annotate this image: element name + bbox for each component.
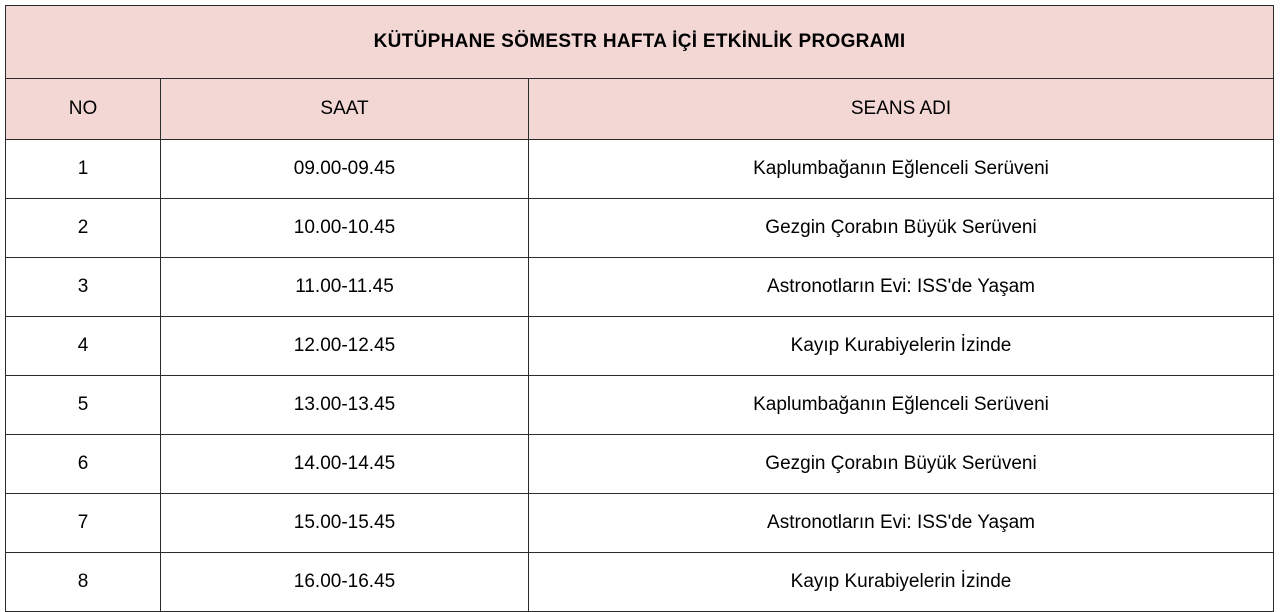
table-row — [6, 317, 1274, 376]
cell-saat: 13.00-13.45 — [161, 376, 529, 435]
cell-no: 7 — [6, 494, 161, 553]
cell-seans: Astronotların Evi: ISS'de Yaşam — [529, 494, 1274, 553]
cell-no: 6 — [6, 435, 161, 494]
activity-program-table — [5, 5, 1274, 612]
cell-seans: Kayıp Kurabiyelerin İzinde — [529, 317, 1274, 376]
cell-seans: Kaplumbağanın Eğlenceli Serüveni — [529, 376, 1274, 435]
document-sheet — [0, 5, 1280, 608]
table-row — [6, 435, 1274, 494]
column-header-saat: SAAT — [161, 79, 529, 140]
cell-saat: 14.00-14.45 — [161, 435, 529, 494]
cell-seans: Gezgin Çorabın Büyük Serüveni — [529, 199, 1274, 258]
table-row — [6, 258, 1274, 317]
cell-saat: 12.00-12.45 — [161, 317, 529, 376]
column-header-no: NO — [6, 79, 161, 140]
table-row — [6, 199, 1274, 258]
cell-seans: Kayıp Kurabiyelerin İzinde — [529, 553, 1274, 612]
table-body — [6, 6, 1274, 612]
table-row — [6, 376, 1274, 435]
cell-seans: Astronotların Evi: ISS'de Yaşam — [529, 258, 1274, 317]
cell-no: 5 — [6, 376, 161, 435]
table-row — [6, 140, 1274, 199]
cell-no: 4 — [6, 317, 161, 376]
cell-no: 2 — [6, 199, 161, 258]
title-row — [6, 6, 1274, 79]
cell-saat: 15.00-15.45 — [161, 494, 529, 553]
column-header-seans: SEANS ADI — [529, 79, 1274, 140]
cell-no: 1 — [6, 140, 161, 199]
header-row — [6, 79, 1274, 140]
page-title: KÜTÜPHANE SÖMESTR HAFTA İÇİ ETKİNLİK PROGRAMI — [6, 6, 1274, 79]
cell-no: 8 — [6, 553, 161, 612]
cell-saat: 16.00-16.45 — [161, 553, 529, 612]
cell-no: 3 — [6, 258, 161, 317]
cell-saat: 10.00-10.45 — [161, 199, 529, 258]
cell-saat: 11.00-11.45 — [161, 258, 529, 317]
table-row — [6, 494, 1274, 553]
cell-seans: Kaplumbağanın Eğlenceli Serüveni — [529, 140, 1274, 199]
cell-seans: Gezgin Çorabın Büyük Serüveni — [529, 435, 1274, 494]
cell-saat: 09.00-09.45 — [161, 140, 529, 199]
